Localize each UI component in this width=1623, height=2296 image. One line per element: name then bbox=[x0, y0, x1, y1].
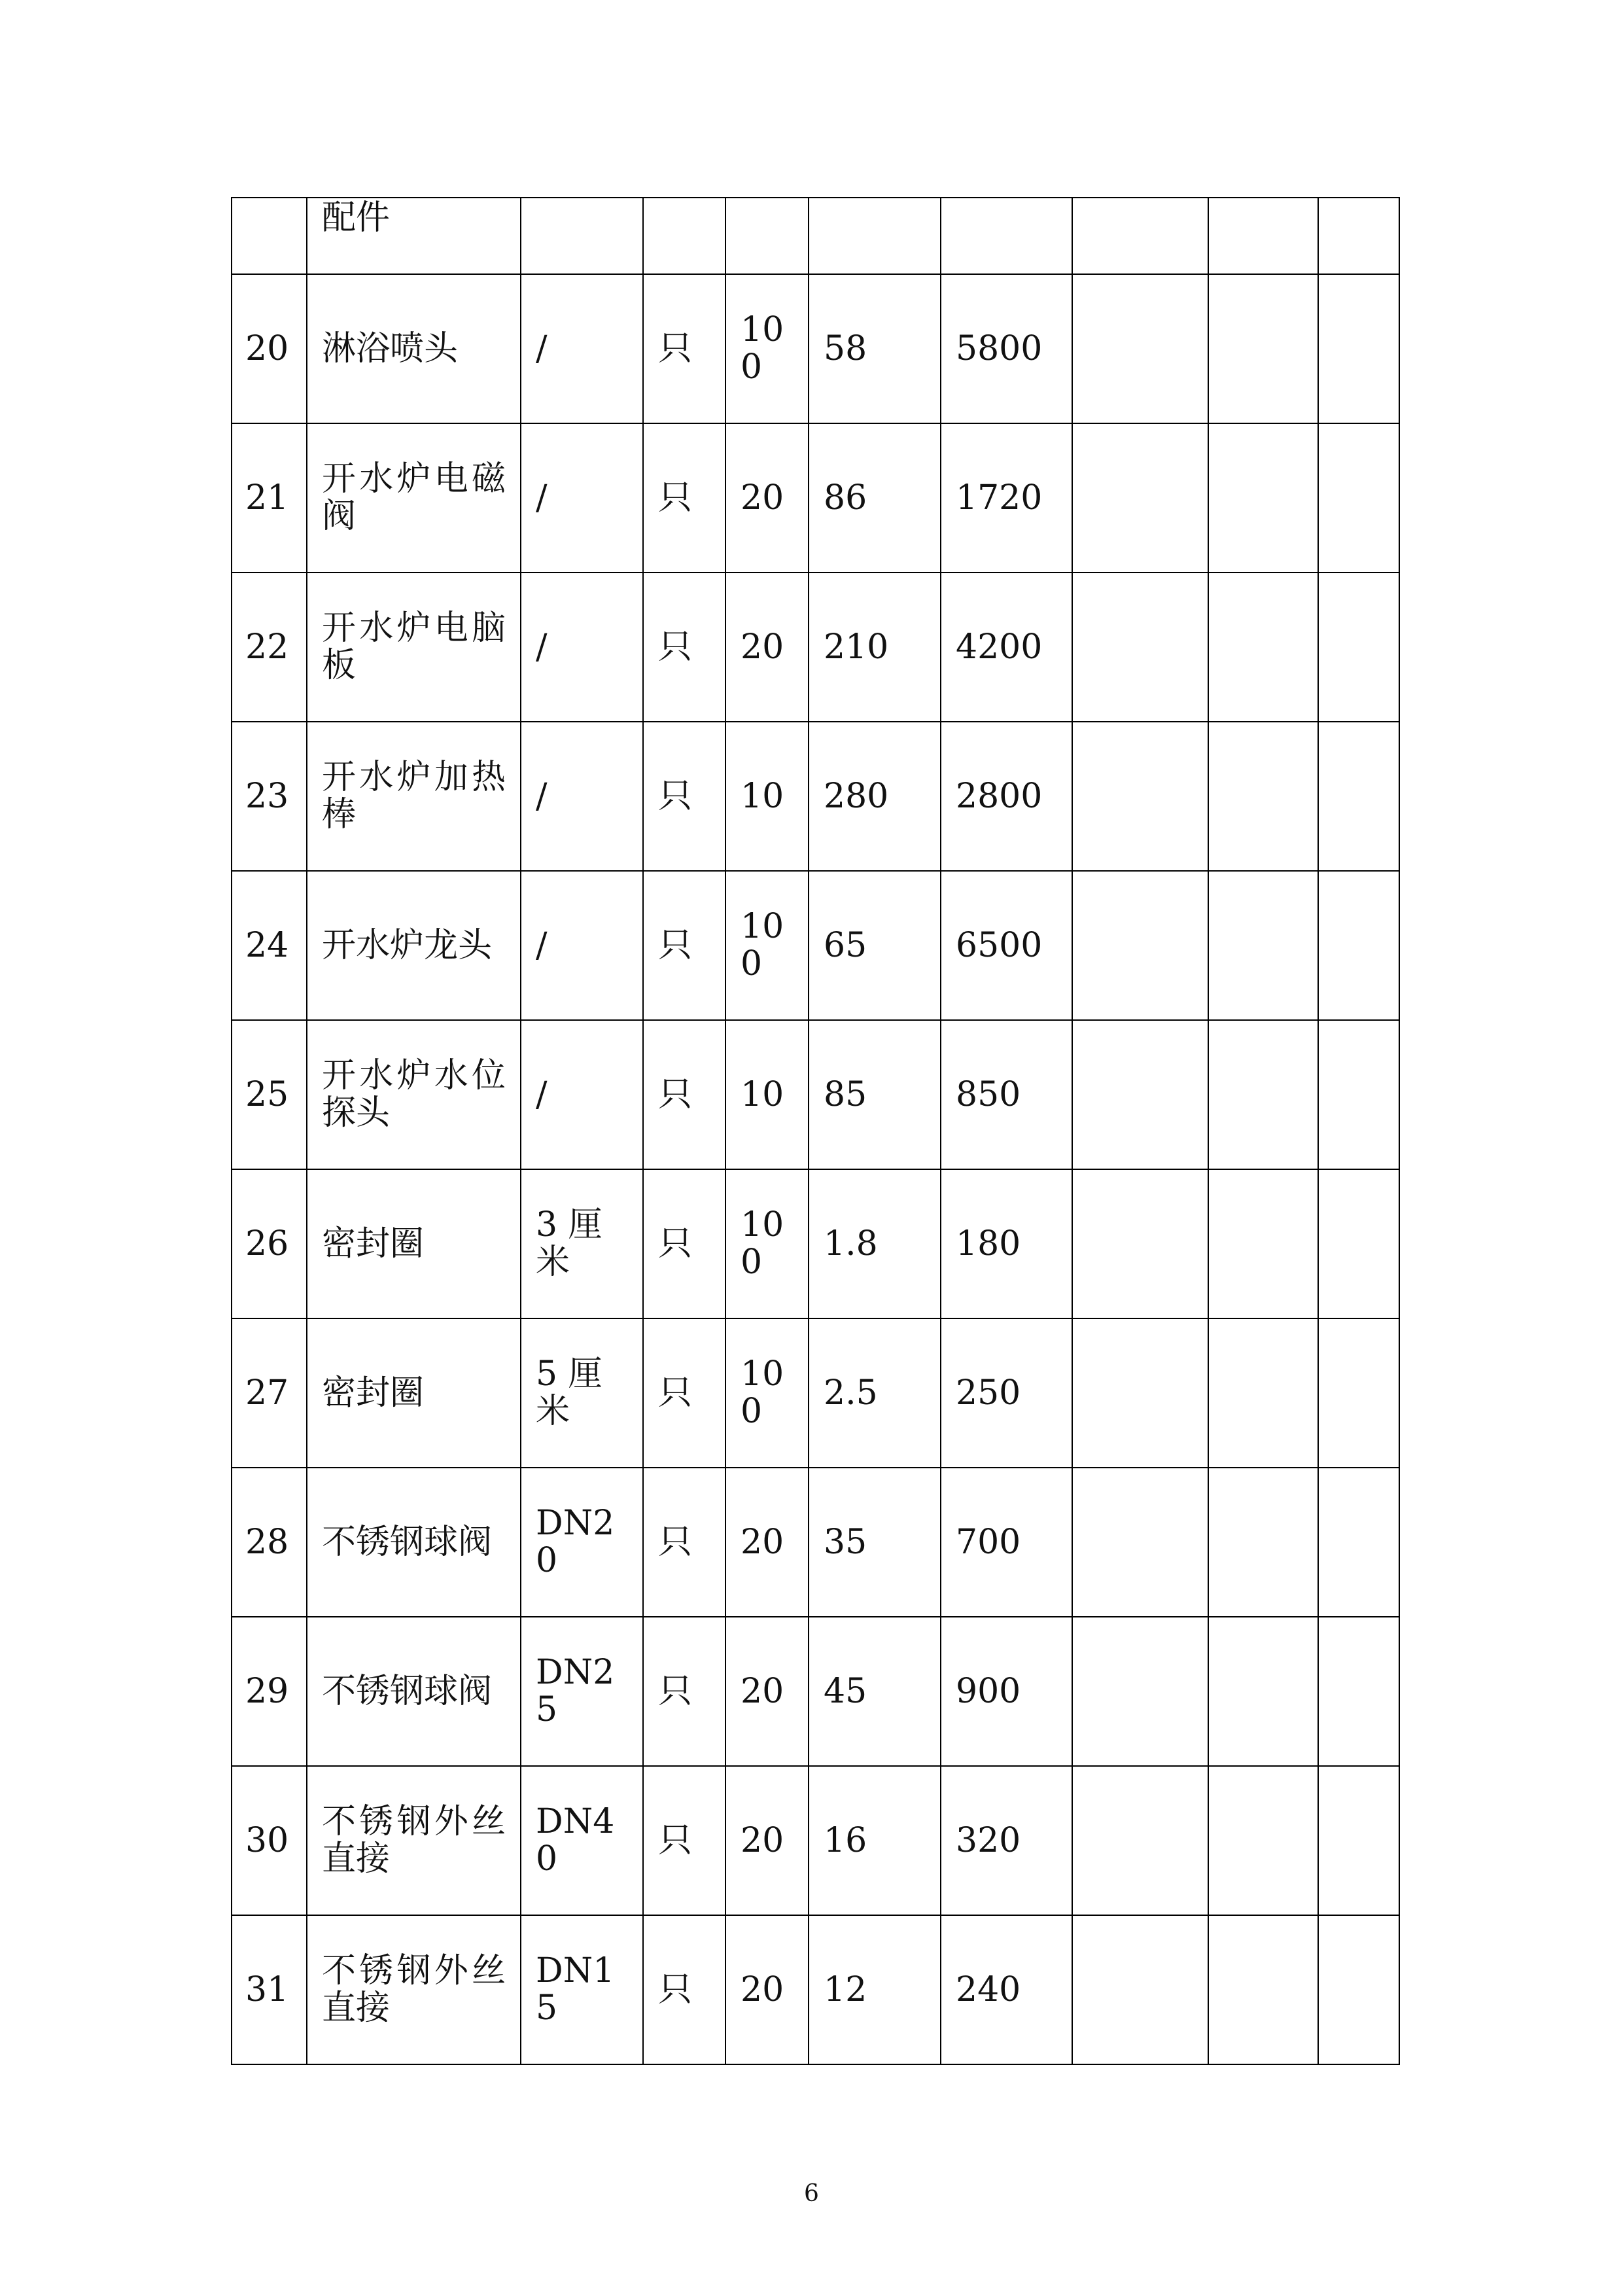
cell-unit: 只 bbox=[643, 1020, 725, 1169]
cell-spec: / bbox=[521, 573, 643, 722]
cell-amount: 250 bbox=[941, 1318, 1072, 1468]
cell-no: 27 bbox=[232, 1318, 307, 1468]
cell-amount: 320 bbox=[941, 1766, 1072, 1915]
cell-blank-9 bbox=[1208, 573, 1318, 722]
cell-qty: 10 bbox=[725, 722, 809, 871]
cell-amount: 5800 bbox=[941, 274, 1072, 423]
cell-name: 不锈钢外丝直接 bbox=[307, 1766, 521, 1915]
table-row bbox=[232, 1468, 1399, 1617]
cell-price: 85 bbox=[809, 1020, 941, 1169]
cell-no: 30 bbox=[232, 1766, 307, 1915]
cell-blank-10 bbox=[1318, 1617, 1399, 1766]
cell-unit: 只 bbox=[643, 423, 725, 573]
cell-no: 24 bbox=[232, 871, 307, 1020]
cell-unit: 只 bbox=[643, 722, 725, 871]
cell-unit: 只 bbox=[643, 1766, 725, 1915]
cell-qty: 20 bbox=[725, 573, 809, 722]
cell-price: 45 bbox=[809, 1617, 941, 1766]
cell-spec: / bbox=[521, 274, 643, 423]
cell-blank-8 bbox=[1072, 423, 1208, 573]
cell-spec: DN25 bbox=[521, 1617, 643, 1766]
table-row-continuation bbox=[232, 198, 1399, 274]
cell-unit: 只 bbox=[643, 1468, 725, 1617]
cell-name: 开水炉龙头 bbox=[307, 871, 521, 1020]
table-row bbox=[232, 1020, 1399, 1169]
cell-spec: / bbox=[521, 722, 643, 871]
cell-qty: 100 bbox=[725, 1318, 809, 1468]
cell-amount: 2800 bbox=[941, 722, 1072, 871]
page-number: 6 bbox=[804, 2180, 819, 2207]
cell-blank-8 bbox=[1072, 1915, 1208, 2064]
cell-blank-8 bbox=[1072, 198, 1208, 274]
cell-spec: / bbox=[521, 1020, 643, 1169]
cell-price: 16 bbox=[809, 1766, 941, 1915]
cell-qty: 20 bbox=[725, 1617, 809, 1766]
cell-spec bbox=[521, 198, 643, 274]
cell-name: 配件 bbox=[307, 198, 521, 274]
cell-amount bbox=[941, 198, 1072, 274]
cell-no: 25 bbox=[232, 1020, 307, 1169]
cell-no bbox=[232, 198, 307, 274]
cell-price: 35 bbox=[809, 1468, 941, 1617]
cell-qty: 100 bbox=[725, 274, 809, 423]
cell-blank-8 bbox=[1072, 573, 1208, 722]
cell-price: 280 bbox=[809, 722, 941, 871]
cell-spec: 5 厘米 bbox=[521, 1318, 643, 1468]
table-row bbox=[232, 722, 1399, 871]
cell-blank-9 bbox=[1208, 1318, 1318, 1468]
cell-blank-8 bbox=[1072, 1766, 1208, 1915]
cell-name: 开水炉水位探头 bbox=[307, 1020, 521, 1169]
cell-blank-9 bbox=[1208, 1468, 1318, 1617]
cell-blank-8 bbox=[1072, 1468, 1208, 1617]
cell-blank-10 bbox=[1318, 198, 1399, 274]
cell-blank-8 bbox=[1072, 722, 1208, 871]
cell-qty: 20 bbox=[725, 1915, 809, 2064]
cell-blank-9 bbox=[1208, 274, 1318, 423]
cell-qty: 20 bbox=[725, 423, 809, 573]
cell-blank-10 bbox=[1318, 573, 1399, 722]
cell-amount: 900 bbox=[941, 1617, 1072, 1766]
table-row bbox=[232, 573, 1399, 722]
cell-blank-8 bbox=[1072, 1169, 1208, 1318]
table-row bbox=[232, 1617, 1399, 1766]
cell-price: 58 bbox=[809, 274, 941, 423]
cell-blank-9 bbox=[1208, 1766, 1318, 1915]
cell-qty bbox=[725, 198, 809, 274]
cell-blank-10 bbox=[1318, 1468, 1399, 1617]
cell-blank-8 bbox=[1072, 1617, 1208, 1766]
cell-amount: 180 bbox=[941, 1169, 1072, 1318]
cell-unit bbox=[643, 198, 725, 274]
cell-blank-10 bbox=[1318, 1020, 1399, 1169]
table-row bbox=[232, 1915, 1399, 2064]
cell-spec: DN40 bbox=[521, 1766, 643, 1915]
cell-no: 21 bbox=[232, 423, 307, 573]
cell-unit: 只 bbox=[643, 1915, 725, 2064]
cell-blank-10 bbox=[1318, 274, 1399, 423]
cell-blank-10 bbox=[1318, 423, 1399, 573]
cell-blank-9 bbox=[1208, 722, 1318, 871]
cell-no: 29 bbox=[232, 1617, 307, 1766]
cell-blank-10 bbox=[1318, 1318, 1399, 1468]
cell-spec: 3 厘米 bbox=[521, 1169, 643, 1318]
cell-name: 密封圈 bbox=[307, 1169, 521, 1318]
cell-name: 不锈钢球阀 bbox=[307, 1617, 521, 1766]
cell-qty: 100 bbox=[725, 1169, 809, 1318]
cell-no: 23 bbox=[232, 722, 307, 871]
cell-qty: 10 bbox=[725, 1020, 809, 1169]
cell-blank-10 bbox=[1318, 722, 1399, 871]
cell-amount: 1720 bbox=[941, 423, 1072, 573]
cell-no: 31 bbox=[232, 1915, 307, 2064]
cell-blank-8 bbox=[1072, 274, 1208, 423]
cell-blank-9 bbox=[1208, 198, 1318, 274]
cell-no: 28 bbox=[232, 1468, 307, 1617]
cell-unit: 只 bbox=[643, 1169, 725, 1318]
cell-blank-9 bbox=[1208, 423, 1318, 573]
cell-name: 密封圈 bbox=[307, 1318, 521, 1468]
inventory-table bbox=[231, 197, 1400, 2065]
table-row bbox=[232, 1766, 1399, 1915]
cell-price: 65 bbox=[809, 871, 941, 1020]
cell-name: 淋浴喷头 bbox=[307, 274, 521, 423]
cell-name: 开水炉电脑板 bbox=[307, 573, 521, 722]
cell-blank-9 bbox=[1208, 871, 1318, 1020]
cell-unit: 只 bbox=[643, 1318, 725, 1468]
cell-blank-9 bbox=[1208, 1169, 1318, 1318]
cell-blank-8 bbox=[1072, 871, 1208, 1020]
cell-blank-9 bbox=[1208, 1020, 1318, 1169]
cell-unit: 只 bbox=[643, 871, 725, 1020]
cell-blank-9 bbox=[1208, 1617, 1318, 1766]
cell-name: 不锈钢球阀 bbox=[307, 1468, 521, 1617]
cell-qty: 20 bbox=[725, 1766, 809, 1915]
cell-name: 不锈钢外丝直接 bbox=[307, 1915, 521, 2064]
cell-amount: 850 bbox=[941, 1020, 1072, 1169]
cell-spec: / bbox=[521, 871, 643, 1020]
cell-name: 开水炉加热棒 bbox=[307, 722, 521, 871]
cell-price: 86 bbox=[809, 423, 941, 573]
cell-price: 210 bbox=[809, 573, 941, 722]
cell-blank-10 bbox=[1318, 871, 1399, 1020]
cell-blank-10 bbox=[1318, 1915, 1399, 2064]
table-row bbox=[232, 423, 1399, 573]
cell-price bbox=[809, 198, 941, 274]
cell-spec: DN15 bbox=[521, 1915, 643, 2064]
cell-price: 12 bbox=[809, 1915, 941, 2064]
cell-price: 2.5 bbox=[809, 1318, 941, 1468]
cell-blank-8 bbox=[1072, 1020, 1208, 1169]
cell-no: 22 bbox=[232, 573, 307, 722]
cell-unit: 只 bbox=[643, 274, 725, 423]
table-row bbox=[232, 274, 1399, 423]
cell-unit: 只 bbox=[643, 1617, 725, 1766]
table-body bbox=[232, 198, 1399, 2064]
cell-spec: / bbox=[521, 423, 643, 573]
cell-qty: 100 bbox=[725, 871, 809, 1020]
cell-amount: 4200 bbox=[941, 573, 1072, 722]
cell-unit: 只 bbox=[643, 573, 725, 722]
cell-amount: 6500 bbox=[941, 871, 1072, 1020]
cell-blank-10 bbox=[1318, 1766, 1399, 1915]
cell-qty: 20 bbox=[725, 1468, 809, 1617]
cell-blank-9 bbox=[1208, 1915, 1318, 2064]
cell-blank-8 bbox=[1072, 1318, 1208, 1468]
table-row bbox=[232, 1169, 1399, 1318]
table-row bbox=[232, 871, 1399, 1020]
cell-blank-10 bbox=[1318, 1169, 1399, 1318]
cell-amount: 700 bbox=[941, 1468, 1072, 1617]
cell-no: 26 bbox=[232, 1169, 307, 1318]
cell-amount: 240 bbox=[941, 1915, 1072, 2064]
table-row bbox=[232, 1318, 1399, 1468]
cell-no: 20 bbox=[232, 274, 307, 423]
cell-name: 开水炉电磁阀 bbox=[307, 423, 521, 573]
cell-price: 1.8 bbox=[809, 1169, 941, 1318]
cell-spec: DN20 bbox=[521, 1468, 643, 1617]
